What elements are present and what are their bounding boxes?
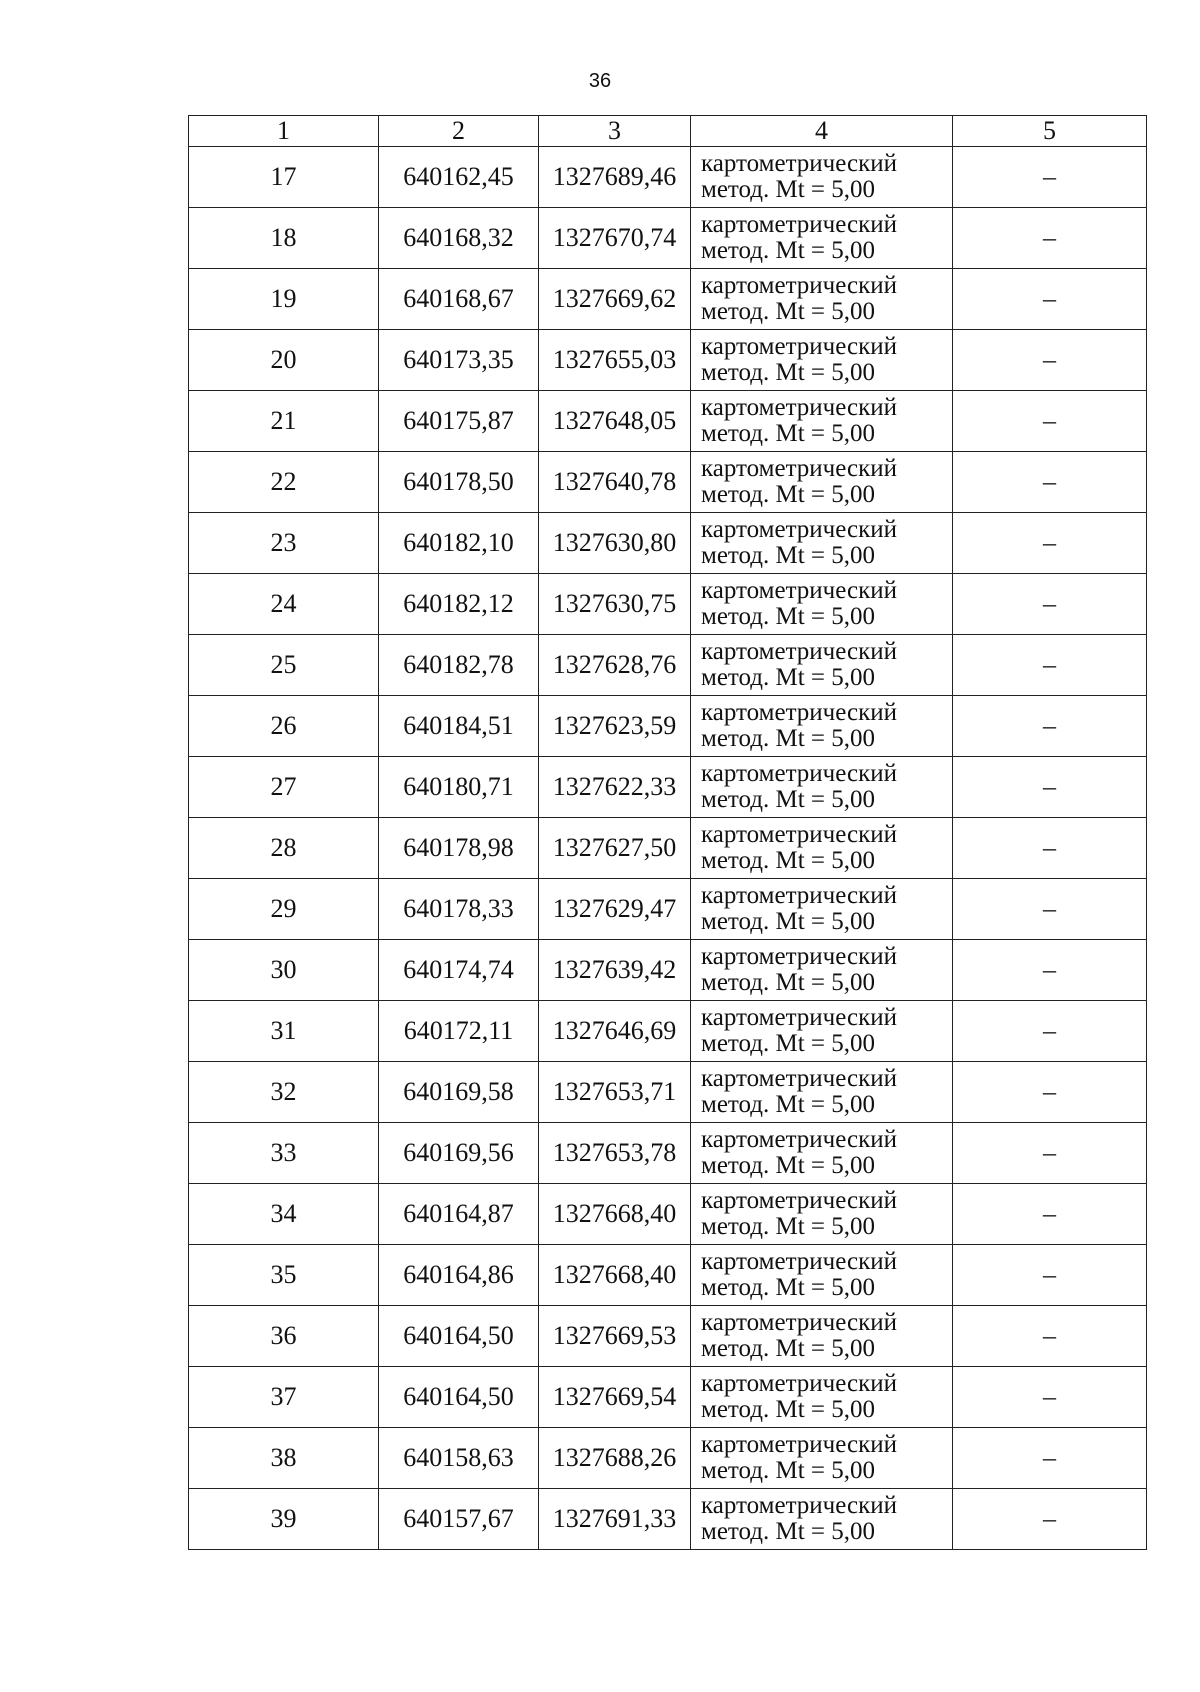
y-coordinate-cell: 1327653,71 <box>539 1062 691 1123</box>
table-row <box>189 1306 1147 1367</box>
table-row <box>189 1062 1147 1123</box>
point-number-cell: 29 <box>189 879 379 940</box>
point-number-cell: 18 <box>189 208 379 269</box>
note-cell: – <box>953 1184 1147 1245</box>
method-line-1: картометрический <box>701 271 897 299</box>
method-line-2: метод. Mt = 5,00 <box>701 176 876 203</box>
note-cell: – <box>953 879 1147 940</box>
y-coordinate-cell: 1327655,03 <box>539 330 691 391</box>
method-line-1: картометрический <box>701 942 897 970</box>
method-line-1: картометрический <box>701 393 897 421</box>
method-line-2: метод. Mt = 5,00 <box>701 786 876 813</box>
note-cell: – <box>953 1245 1147 1306</box>
x-coordinate-cell: 640173,35 <box>379 330 539 391</box>
method-line-1: картометрический <box>701 149 897 177</box>
point-number-cell: 35 <box>189 1245 379 1306</box>
method-line-2: метод. Mt = 5,00 <box>701 1091 876 1118</box>
table-row <box>189 391 1147 452</box>
x-coordinate-cell: 640182,78 <box>379 635 539 696</box>
y-coordinate-cell: 1327669,54 <box>539 1367 691 1428</box>
column-header-3: 3 <box>539 116 691 147</box>
method-cell <box>691 391 953 452</box>
note-cell: – <box>953 1123 1147 1184</box>
method-cell <box>691 879 953 940</box>
y-coordinate-cell: 1327639,42 <box>539 940 691 1001</box>
table-row <box>189 696 1147 757</box>
column-header-4: 4 <box>691 116 953 147</box>
table-row <box>189 1367 1147 1428</box>
table-row <box>189 940 1147 1001</box>
method-line-2: метод. Mt = 5,00 <box>701 542 876 569</box>
method-cell <box>691 1245 953 1306</box>
y-coordinate-cell: 1327628,76 <box>539 635 691 696</box>
method-line-1: картометрический <box>701 515 897 543</box>
point-number-cell: 26 <box>189 696 379 757</box>
method-line-1: картометрический <box>701 454 897 482</box>
method-cell <box>691 1123 953 1184</box>
x-coordinate-cell: 640182,10 <box>379 513 539 574</box>
page-number: 36 <box>588 70 612 92</box>
point-number-cell: 34 <box>189 1184 379 1245</box>
method-line-2: метод. Mt = 5,00 <box>701 481 876 508</box>
method-line-2: метод. Mt = 5,00 <box>701 237 876 264</box>
x-coordinate-cell: 640169,58 <box>379 1062 539 1123</box>
table-row <box>189 513 1147 574</box>
coordinates-table <box>188 115 1147 1550</box>
table-row <box>189 879 1147 940</box>
table-row <box>189 818 1147 879</box>
table-header <box>189 116 1147 147</box>
method-line-1: картометрический <box>701 1491 897 1519</box>
method-line-1: картометрический <box>701 881 897 909</box>
point-number-cell: 36 <box>189 1306 379 1367</box>
method-line-1: картометрический <box>701 698 897 726</box>
method-line-2: метод. Mt = 5,00 <box>701 1457 876 1484</box>
y-coordinate-cell: 1327630,80 <box>539 513 691 574</box>
method-line-1: картометрический <box>701 1308 897 1336</box>
x-coordinate-cell: 640174,74 <box>379 940 539 1001</box>
y-coordinate-cell: 1327669,62 <box>539 269 691 330</box>
method-cell <box>691 208 953 269</box>
y-coordinate-cell: 1327627,50 <box>539 818 691 879</box>
x-coordinate-cell: 640162,45 <box>379 147 539 208</box>
x-coordinate-cell: 640164,86 <box>379 1245 539 1306</box>
point-number-cell: 32 <box>189 1062 379 1123</box>
method-line-1: картометрический <box>701 820 897 848</box>
point-number-cell: 23 <box>189 513 379 574</box>
y-coordinate-cell: 1327668,40 <box>539 1184 691 1245</box>
method-line-2: метод. Mt = 5,00 <box>701 908 876 935</box>
method-line-1: картометрический <box>701 332 897 360</box>
method-line-2: метод. Mt = 5,00 <box>701 1030 876 1057</box>
method-line-2: метод. Mt = 5,00 <box>701 725 876 752</box>
x-coordinate-cell: 640157,67 <box>379 1489 539 1550</box>
note-cell: – <box>953 208 1147 269</box>
note-cell: – <box>953 147 1147 208</box>
point-number-cell: 17 <box>189 147 379 208</box>
note-cell: – <box>953 1001 1147 1062</box>
method-cell <box>691 818 953 879</box>
note-cell: – <box>953 452 1147 513</box>
method-cell <box>691 635 953 696</box>
method-line-2: метод. Mt = 5,00 <box>701 847 876 874</box>
point-number-cell: 30 <box>189 940 379 1001</box>
x-coordinate-cell: 640169,56 <box>379 1123 539 1184</box>
method-line-1: картометрический <box>701 637 897 665</box>
note-cell: – <box>953 1367 1147 1428</box>
note-cell: – <box>953 635 1147 696</box>
method-line-1: картометрический <box>701 1247 897 1275</box>
x-coordinate-cell: 640178,98 <box>379 818 539 879</box>
y-coordinate-cell: 1327668,40 <box>539 1245 691 1306</box>
note-cell: – <box>953 818 1147 879</box>
table-row <box>189 1489 1147 1550</box>
y-coordinate-cell: 1327670,74 <box>539 208 691 269</box>
table-row <box>189 147 1147 208</box>
method-cell <box>691 452 953 513</box>
x-coordinate-cell: 640164,50 <box>379 1306 539 1367</box>
note-cell: – <box>953 574 1147 635</box>
note-cell: – <box>953 391 1147 452</box>
x-coordinate-cell: 640180,71 <box>379 757 539 818</box>
point-number-cell: 21 <box>189 391 379 452</box>
y-coordinate-cell: 1327629,47 <box>539 879 691 940</box>
method-line-1: картометрический <box>701 210 897 238</box>
method-line-2: метод. Mt = 5,00 <box>701 1396 876 1423</box>
method-cell <box>691 147 953 208</box>
method-cell <box>691 513 953 574</box>
point-number-cell: 22 <box>189 452 379 513</box>
method-cell <box>691 1306 953 1367</box>
x-coordinate-cell: 640184,51 <box>379 696 539 757</box>
note-cell: – <box>953 1428 1147 1489</box>
table-row <box>189 1245 1147 1306</box>
table-row <box>189 574 1147 635</box>
method-line-1: картометрический <box>701 1003 897 1031</box>
point-number-cell: 20 <box>189 330 379 391</box>
column-header-2: 2 <box>379 116 539 147</box>
column-header-5: 5 <box>953 116 1147 147</box>
point-number-cell: 19 <box>189 269 379 330</box>
point-number-cell: 24 <box>189 574 379 635</box>
method-line-2: метод. Mt = 5,00 <box>701 664 876 691</box>
method-cell <box>691 1184 953 1245</box>
table-row <box>189 330 1147 391</box>
table-row <box>189 1184 1147 1245</box>
method-cell <box>691 1367 953 1428</box>
method-line-2: метод. Mt = 5,00 <box>701 298 876 325</box>
table-row <box>189 208 1147 269</box>
method-cell <box>691 1489 953 1550</box>
column-header-1: 1 <box>189 116 379 147</box>
point-number-cell: 31 <box>189 1001 379 1062</box>
x-coordinate-cell: 640178,33 <box>379 879 539 940</box>
note-cell: – <box>953 330 1147 391</box>
method-line-1: картометрический <box>701 1125 897 1153</box>
method-line-1: картометрический <box>701 1186 897 1214</box>
y-coordinate-cell: 1327653,78 <box>539 1123 691 1184</box>
x-coordinate-cell: 640158,63 <box>379 1428 539 1489</box>
point-number-cell: 25 <box>189 635 379 696</box>
point-number-cell: 33 <box>189 1123 379 1184</box>
table-row <box>189 757 1147 818</box>
method-line-2: метод. Mt = 5,00 <box>701 420 876 447</box>
x-coordinate-cell: 640178,50 <box>379 452 539 513</box>
method-line-2: метод. Mt = 5,00 <box>701 1152 876 1179</box>
note-cell: – <box>953 940 1147 1001</box>
note-cell: – <box>953 1062 1147 1123</box>
x-coordinate-cell: 640164,50 <box>379 1367 539 1428</box>
method-line-1: картометрический <box>701 759 897 787</box>
header-row <box>189 116 1147 147</box>
method-line-2: метод. Mt = 5,00 <box>701 969 876 996</box>
note-cell: – <box>953 696 1147 757</box>
method-line-2: метод. Mt = 5,00 <box>701 1213 876 1240</box>
method-cell <box>691 1001 953 1062</box>
y-coordinate-cell: 1327646,69 <box>539 1001 691 1062</box>
point-number-cell: 38 <box>189 1428 379 1489</box>
y-coordinate-cell: 1327688,26 <box>539 1428 691 1489</box>
x-coordinate-cell: 640164,87 <box>379 1184 539 1245</box>
y-coordinate-cell: 1327691,33 <box>539 1489 691 1550</box>
table-row <box>189 1001 1147 1062</box>
method-line-2: метод. Mt = 5,00 <box>701 603 876 630</box>
x-coordinate-cell: 640172,11 <box>379 1001 539 1062</box>
method-line-2: метод. Mt = 5,00 <box>701 1518 876 1545</box>
method-line-1: картометрический <box>701 1430 897 1458</box>
x-coordinate-cell: 640168,67 <box>379 269 539 330</box>
method-cell <box>691 1428 953 1489</box>
x-coordinate-cell: 640175,87 <box>379 391 539 452</box>
x-coordinate-cell: 640168,32 <box>379 208 539 269</box>
method-cell <box>691 757 953 818</box>
method-line-2: метод. Mt = 5,00 <box>701 1335 876 1362</box>
method-cell <box>691 940 953 1001</box>
table-row <box>189 269 1147 330</box>
x-coordinate-cell: 640182,12 <box>379 574 539 635</box>
note-cell: – <box>953 513 1147 574</box>
note-cell: – <box>953 757 1147 818</box>
point-number-cell: 28 <box>189 818 379 879</box>
table-row <box>189 635 1147 696</box>
method-cell <box>691 696 953 757</box>
y-coordinate-cell: 1327623,59 <box>539 696 691 757</box>
method-cell <box>691 330 953 391</box>
y-coordinate-cell: 1327640,78 <box>539 452 691 513</box>
y-coordinate-cell: 1327669,53 <box>539 1306 691 1367</box>
note-cell: – <box>953 1489 1147 1550</box>
method-cell <box>691 1062 953 1123</box>
note-cell: – <box>953 1306 1147 1367</box>
note-cell: – <box>953 269 1147 330</box>
y-coordinate-cell: 1327689,46 <box>539 147 691 208</box>
method-line-2: метод. Mt = 5,00 <box>701 359 876 386</box>
method-line-1: картометрический <box>701 1064 897 1092</box>
table-row <box>189 1123 1147 1184</box>
method-line-2: метод. Mt = 5,00 <box>701 1274 876 1301</box>
method-line-1: картометрический <box>701 1369 897 1397</box>
method-cell <box>691 269 953 330</box>
method-cell <box>691 574 953 635</box>
y-coordinate-cell: 1327648,05 <box>539 391 691 452</box>
method-line-1: картометрический <box>701 576 897 604</box>
point-number-cell: 39 <box>189 1489 379 1550</box>
y-coordinate-cell: 1327630,75 <box>539 574 691 635</box>
table-row <box>189 452 1147 513</box>
point-number-cell: 37 <box>189 1367 379 1428</box>
point-number-cell: 27 <box>189 757 379 818</box>
table-row <box>189 1428 1147 1489</box>
y-coordinate-cell: 1327622,33 <box>539 757 691 818</box>
table-body <box>189 147 1147 1550</box>
